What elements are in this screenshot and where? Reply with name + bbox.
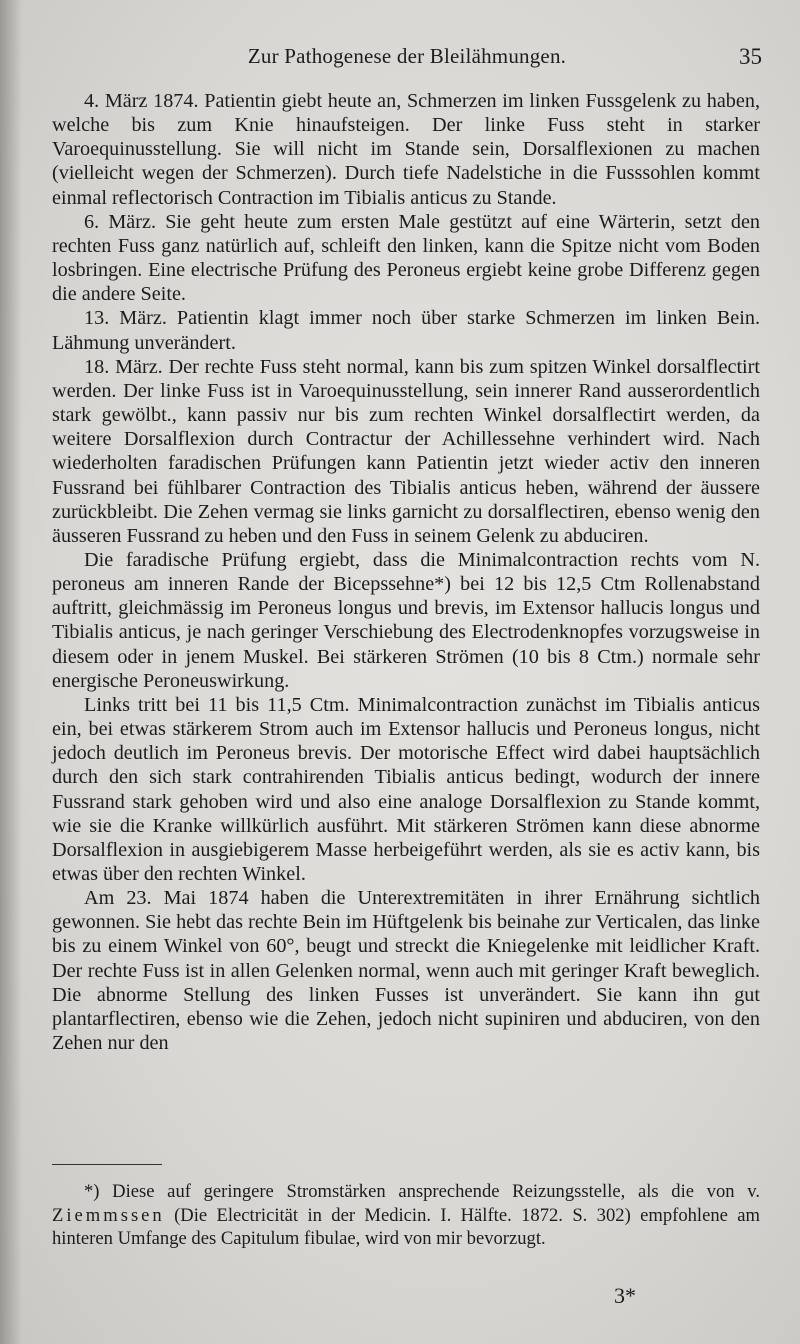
paragraph-faradic-left: Links tritt bei 11 bis 11,5 Ctm. Minimalcontraction zunächst im Tibialis anticus ein, bei etwas stärkerem Strom auch im Extensor hallucis und Peroneus longus, nicht jedoch deutlich im Peroneus brevis. Der motorische Effect wird dabei hauptsächlich durch den sich stark contrahirenden Tibialis anticus bedingt, wodurch der innere Fussrand stark gehoben wird und also eine analoge Dorsalflexion zu Stande kommt, wie sie die Kranke willkürlich ausführt. Mit stärkeren Strömen kann diese abnorme Dorsalflexion in ausgiebigerem Masse herbeigeführt werden, als sie es activ kann, bis etwas über den rechten Winkel. xyxy=(52,693,760,885)
main-text xyxy=(52,89,760,1055)
paragraph-march-6: 6. März. Sie geht heute zum ersten Male gestützt auf eine Wärterin, setzt den rechten Fuss ganz natürlich auf, schleift den linken, kann die Spitze nicht vom Boden losbringen. Eine electrische Prüfung des Peroneus ergiebt keine grobe Differenz gegen die andere Seite. xyxy=(52,210,760,306)
paragraph-faradic-right: Die faradische Prüfung ergiebt, dass die Minimalcontraction rechts vom N. peroneus am inneren Rande der Bicepssehne*) bei 12 bis 12,5 Ctm Rollenabstand auftritt, gleichmässig im Peroneus longus und brevis, im Extensor hallucis longus und Tibialis anticus, je nach geringer Verschiebung des Electrodenknopfes vorzugsweise in diesem oder in jenem Muskel. Bei stärkeren Strömen (10 bis 8 Ctm.) normale sehr energische Peroneuswirkung. xyxy=(52,548,760,692)
footnote-author: Ziemmssen xyxy=(52,1204,165,1226)
footnote-text-part1: *) Diese auf geringere Stromstärken ansprechende Reizungsstelle, als die von v. xyxy=(84,1181,760,1202)
page-header xyxy=(52,38,762,78)
running-title: Zur Pathogenese der Bleilähmungen. xyxy=(247,44,567,68)
page-number: 35 xyxy=(739,44,762,69)
footnote-text-part2: (Die Electricität in der Medicin. I. Hälfte. 1872. S. 302) empfohlene am hinteren Umfange des Capitulum fibulae, wird von mir bevorzugt. xyxy=(52,1204,760,1249)
footnote xyxy=(52,1180,760,1251)
paragraph-march-13: 13. März. Patientin klagt immer noch über starke Schmerzen im linken Bein. Lähmung unverändert. xyxy=(52,307,760,354)
paragraph-march-4: 4. März 1874. Patientin giebt heute an, Schmerzen im linken Fussgelenk zu haben, welche bis zum Knie hinaufsteigen. Der linke Fuss steht in starker Varoequinusstellung. Sie will nicht im Stande sein, Dorsalflexionen zu machen (vielleicht wegen der Schmerzen). Durch tiefe Nadelstiche in die Fusssohlen kommt einmal reflectorisch Contraction im Tibialis anticus zu Stande. xyxy=(52,90,760,209)
paragraph-march-18: 18. März. Der rechte Fuss steht normal, kann bis zum spitzen Winkel dorsalflectirt werden. Der linke Fuss ist in Varoequinusstellung, sein innerer Rand ausserordentlich stark gewölbt., kann passiv nur bis zum rechten Winkel dorsalflectirt werden, da weitere Dorsalflexion durch Contractur der Achillessehne verhindert wird. Nach wiederholten faradischen Prüfungen kann Patientin jetzt wieder activ den inneren Fussrand bei fühlbarer Contraction des Tibialis anticus heben, während der äussere zurückbleibt. Die Zehen vermag sie links garnicht zu dorsalflectiren, ebenso wenig den äusseren Fussrand zu heben und den Fuss in seinem Gelenk zu abduciren. xyxy=(52,355,760,547)
sheet-signature: 3* xyxy=(614,1283,636,1308)
footnote-text xyxy=(52,1180,760,1251)
footnote-rule xyxy=(52,1164,162,1165)
paragraph-may-23: Am 23. Mai 1874 haben die Unterextremitäten in ihrer Ernährung sichtlich gewonnen. Sie hebt das rechte Bein im Hüftgelenk bis beinahe zur Verticalen, das linke bis zu einem Winkel von 60°, beugt und streckt die Kniegelenke mit leidlicher Kraft. Der rechte Fuss ist in allen Gelenken normal, wenn auch mit geringer Kraft beweglich. Die abnorme Stellung des linken Fusses ist unverändert. Sie kann ihn gut plantarflectiren, ebenso wie die Zehen, jedoch nicht supiniren und abduciren, von den Zehen nur den xyxy=(52,887,760,1055)
